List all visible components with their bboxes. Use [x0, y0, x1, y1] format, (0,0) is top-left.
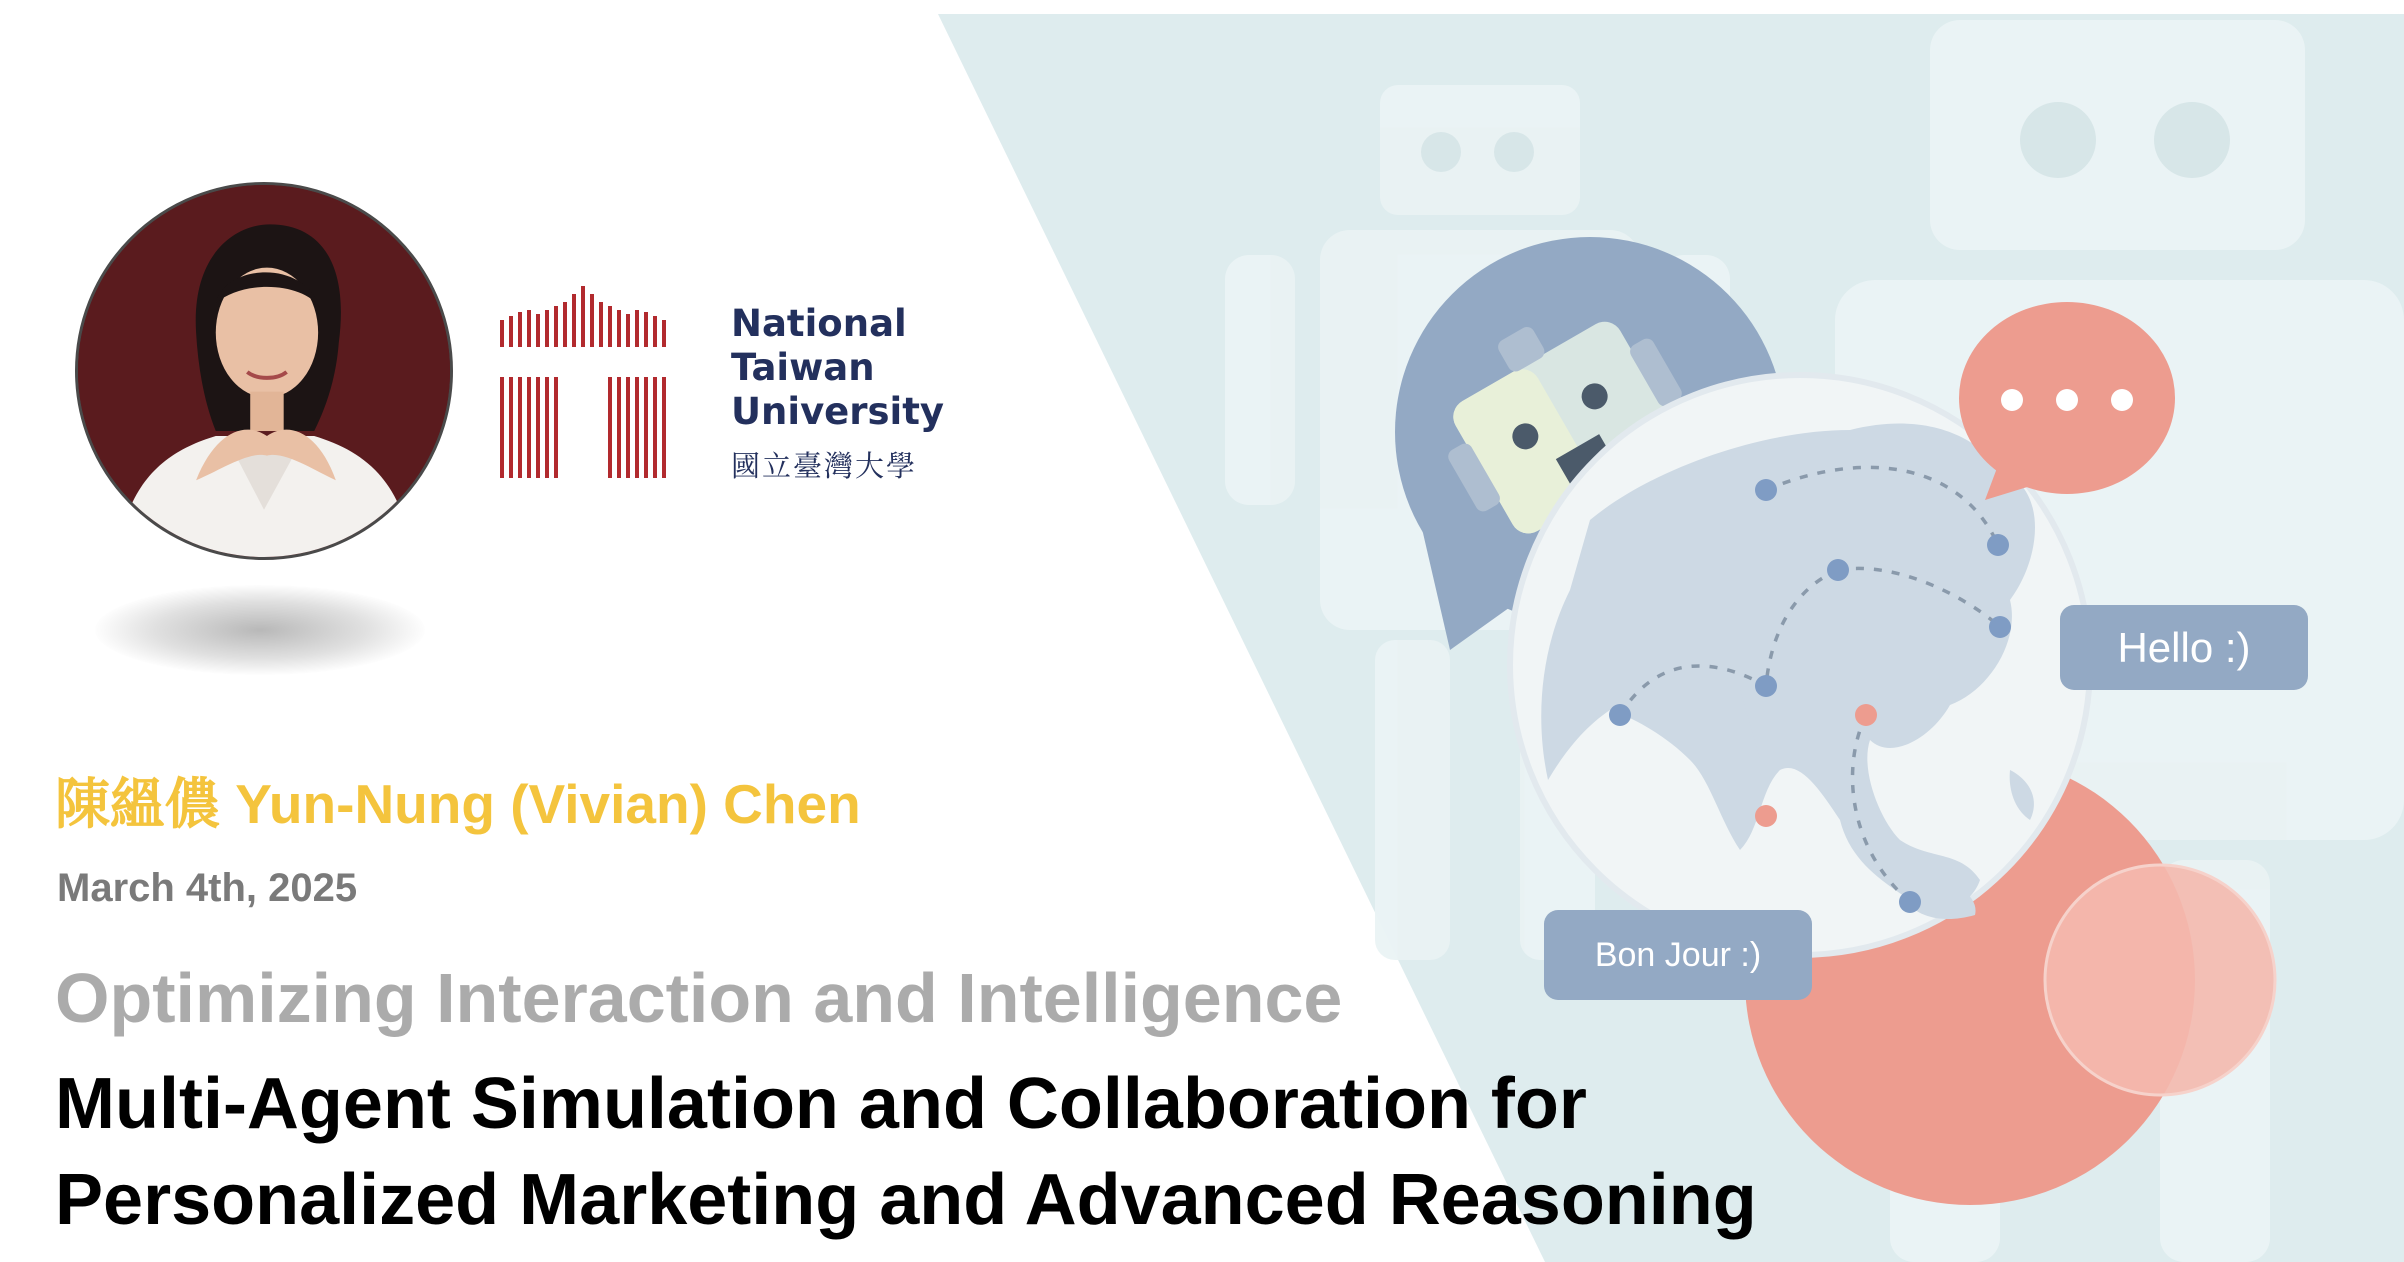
talk-subtitle: Optimizing Interaction and Intelligence — [55, 959, 1343, 1037]
photo-shadow — [95, 585, 425, 675]
ntu-name — [731, 302, 971, 434]
ntu-name-line: Taiwan — [731, 346, 875, 389]
author-name: 陳縕儂 Yun-Nung (Vivian) Chen — [55, 773, 861, 835]
talk-title — [55, 1056, 1757, 1248]
ntu-name-line: University — [731, 390, 945, 433]
ntu-chinese-name: 國立臺灣大學 — [731, 449, 918, 483]
bonjour-bubble-text: Bon Jour :) — [1594, 936, 1762, 974]
talk-title-line: Personalized Marketing and Advanced Reasoning — [55, 1160, 1757, 1240]
speaker-photo — [75, 182, 453, 560]
ntu-name-line: National — [731, 302, 907, 345]
talk-title-line: Multi-Agent Simulation and Collaboration for — [55, 1064, 1587, 1144]
ntu-logo-icon — [500, 282, 685, 482]
hello-bubble-text: Hello :) — [2117, 624, 2251, 671]
talk-date: March 4th, 2025 — [57, 866, 358, 910]
